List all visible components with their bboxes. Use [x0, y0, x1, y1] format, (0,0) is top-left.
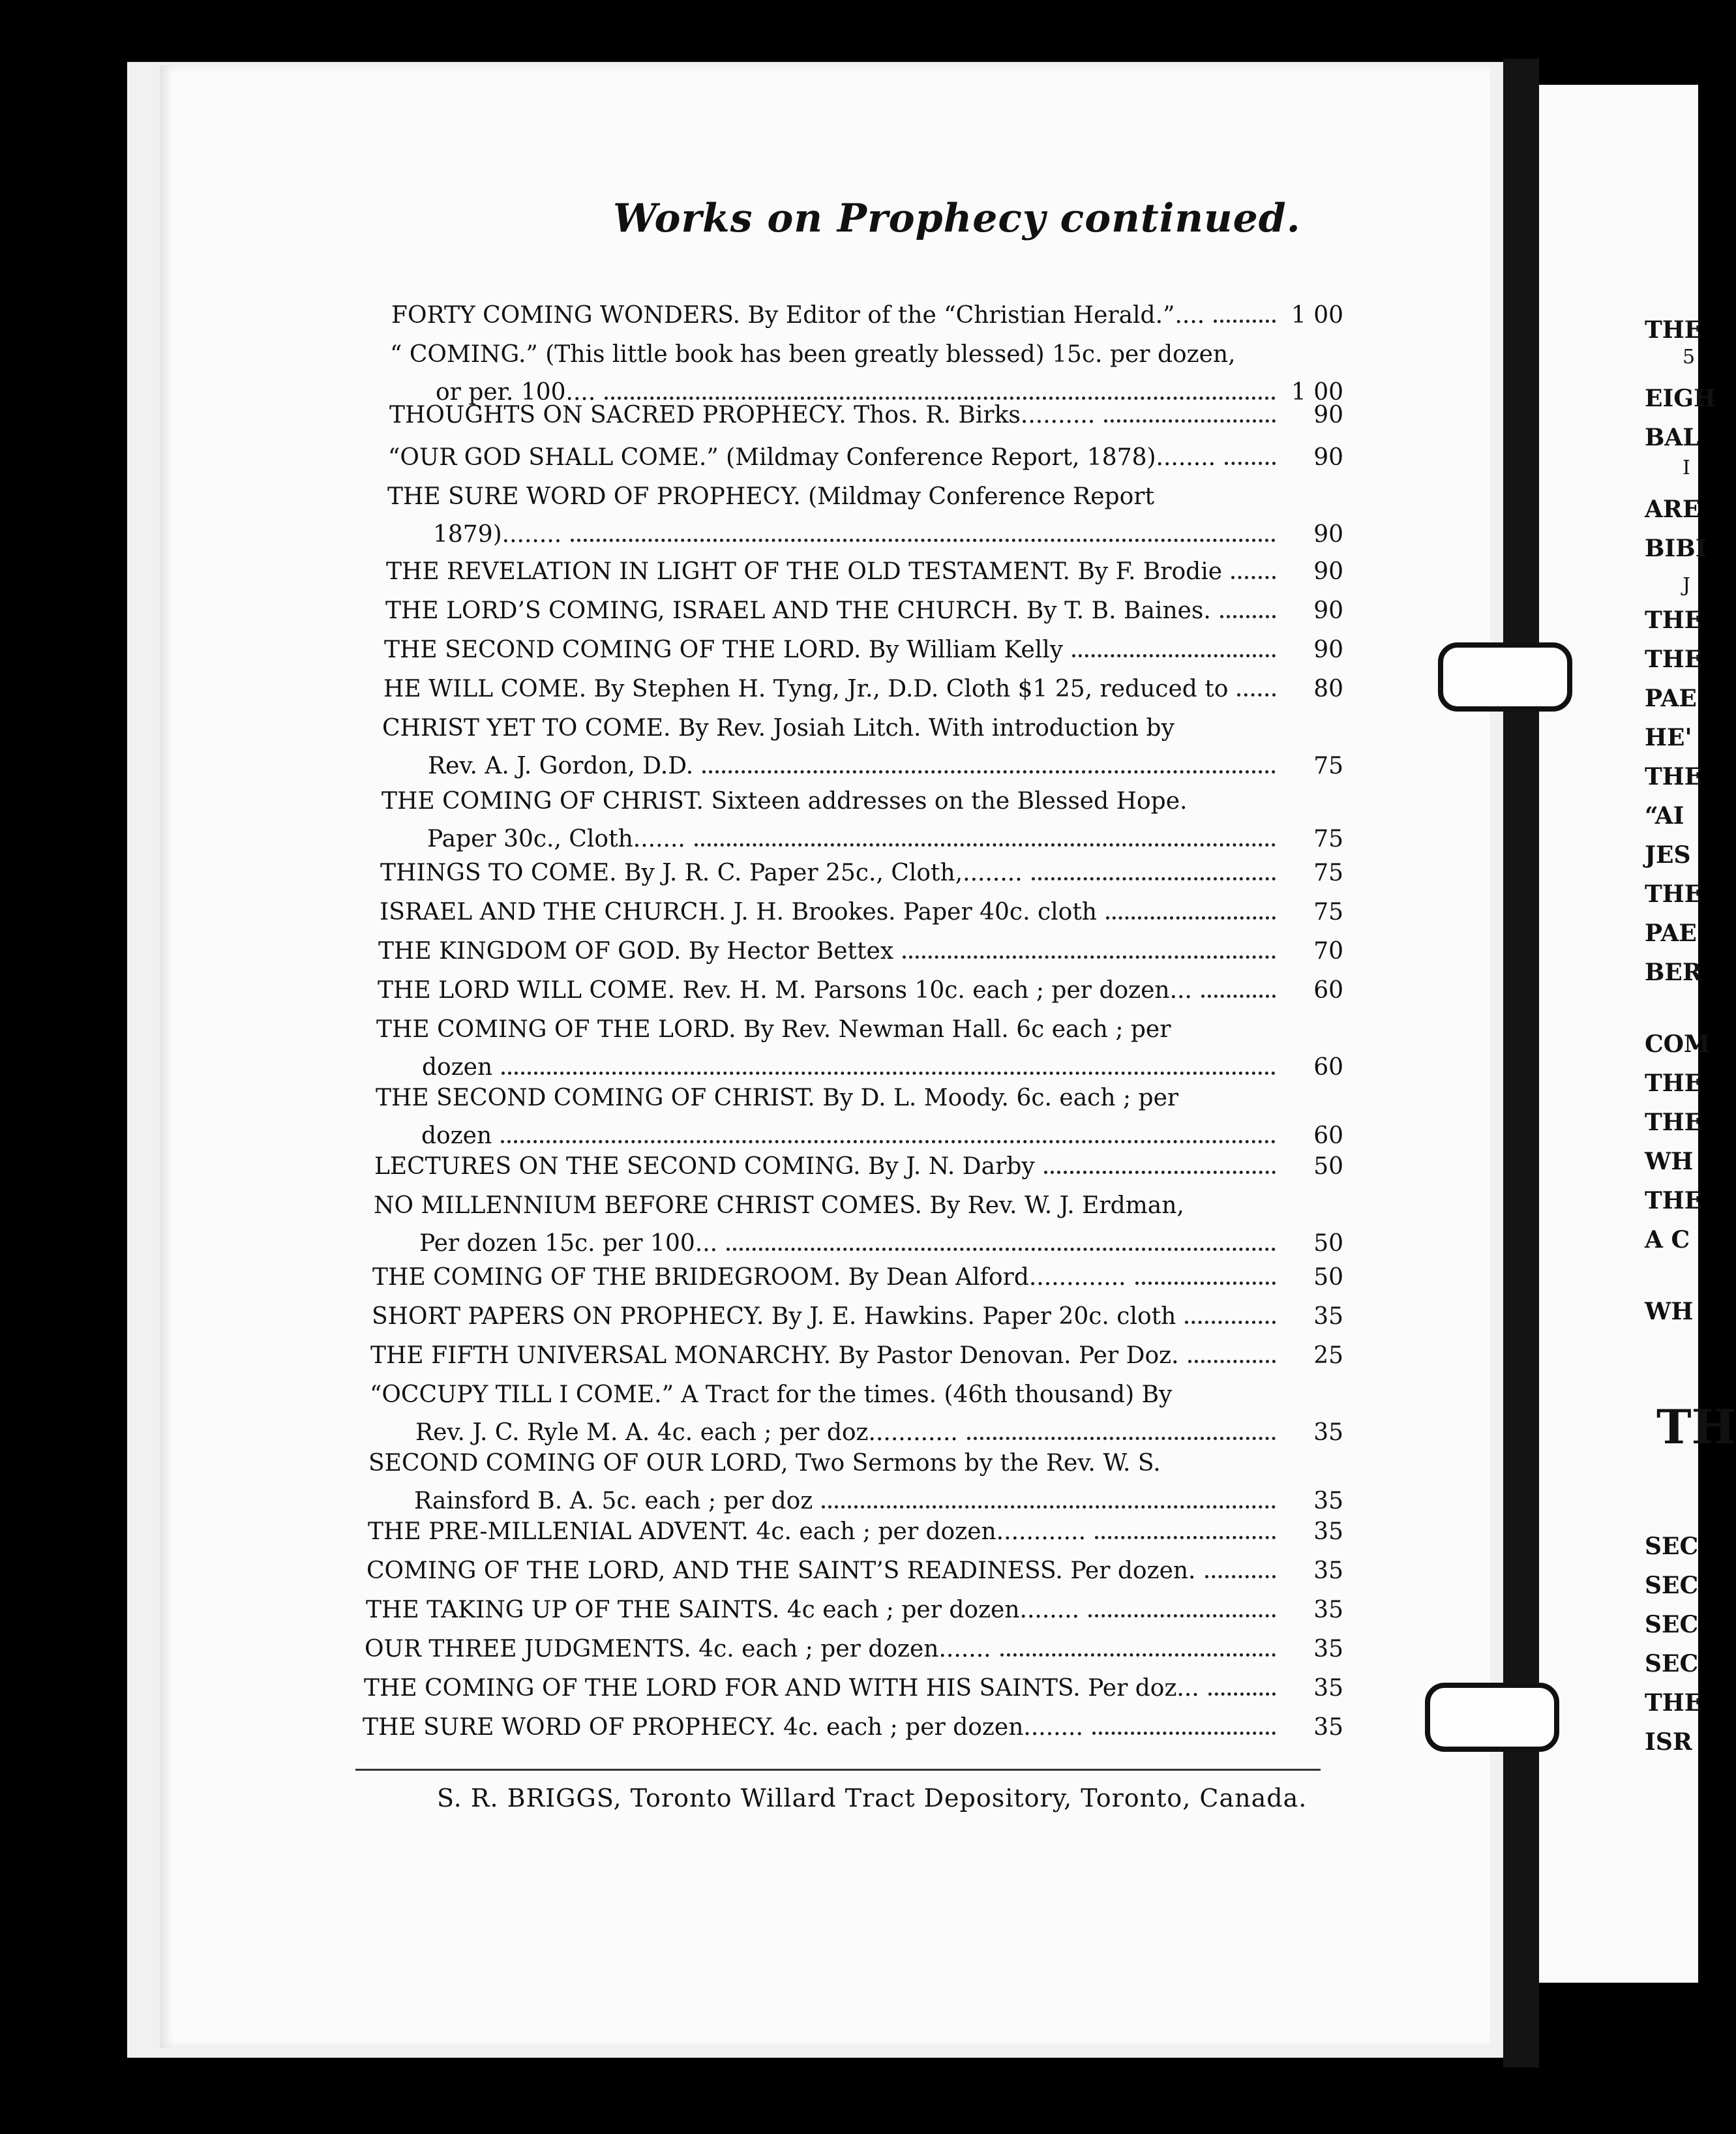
facing-page-fragment: 5 [1683, 346, 1696, 368]
entry-price: 60 [1313, 977, 1343, 1004]
entry-price: 90 [1313, 444, 1343, 471]
facing-page-fragment: THE [1645, 763, 1703, 790]
catalog-entry [370, 1376, 1343, 1452]
entry-title: THE SECOND COMING OF THE LORD. By William Kelly [384, 637, 1064, 663]
facing-page-fragment: I [1683, 457, 1690, 479]
facing-page-fragment: HE' [1645, 724, 1692, 751]
dot-leader [1231, 576, 1276, 579]
entry-title: THE SURE WORD OF PROPHECY. (Mildmay Conference Report [387, 483, 1154, 510]
entry-continuation: Rev. A. J. Gordon, D.D. [428, 753, 694, 779]
facing-page-fragment: SEC [1645, 1611, 1699, 1638]
facing-page-fragment: EIGH [1645, 385, 1716, 412]
entry-price: 35 [1313, 1675, 1343, 1702]
entry-continuation: Paper 30c., Cloth....... [427, 826, 685, 852]
entry-price: 90 [1313, 521, 1343, 548]
entry-title: THOUGHTS ON SACRED PROPHECY. Thos. R. Birks.......... [389, 402, 1096, 428]
facing-page-fragment: ARE [1645, 496, 1701, 523]
dot-leader [726, 1248, 1276, 1251]
dot-leader [1188, 1360, 1276, 1363]
entry-price: 75 [1313, 826, 1343, 852]
entry-title: THE KINGDOM OF GOD. By Hector Bettex [378, 938, 894, 965]
dot-leader [571, 539, 1276, 542]
facing-page-fragment: BIBI [1645, 535, 1707, 562]
entry-price: 50 [1313, 1264, 1343, 1291]
dot-leader [1214, 320, 1276, 323]
entry-price: 35 [1313, 1518, 1343, 1545]
dot-leader [1225, 462, 1276, 465]
entry-continuation: 1879)........ [433, 521, 562, 548]
dot-leader [1208, 1692, 1276, 1696]
catalog-entry [376, 1079, 1343, 1155]
dot-leader [501, 1072, 1276, 1075]
dot-leader [1092, 1732, 1276, 1735]
dot-leader [1205, 1575, 1276, 1578]
entry-title: ISRAEL AND THE CHURCH. J. H. Brookes. Paper 40c. cloth [380, 899, 1097, 925]
catalog-entry [376, 1011, 1343, 1087]
entry-price: 60 [1313, 1122, 1343, 1149]
entry-title: SECOND COMING OF OUR LORD, Two Sermons by the Rev. W. S. [368, 1450, 1161, 1477]
entry-price: 35 [1313, 1557, 1343, 1584]
entry-price: 90 [1313, 597, 1343, 624]
facing-page-fragment: SEC [1645, 1533, 1699, 1560]
entry-continuation: dozen [422, 1054, 493, 1081]
entry-price: 35 [1313, 1488, 1343, 1514]
facing-page-fragment: WH [1645, 1148, 1694, 1175]
page-heading: Works on Prophecy continued. [613, 196, 1301, 241]
entry-title: THE LORD WILL COME. Rev. H. M. Parsons 10c. each ; per dozen... [378, 977, 1192, 1004]
facing-page-fragment: WH [1645, 1298, 1694, 1325]
binding-clip [1425, 1683, 1559, 1752]
entry-title: LECTURES ON THE SECOND COMING. By J. N. Darby [374, 1153, 1035, 1180]
dot-leader [1000, 1653, 1276, 1657]
entry-title: THE PRE-MILLENIAL ADVENT. 4c. each ; per dozen............ [368, 1518, 1086, 1545]
entry-title: THE LORD’S COMING, ISRAEL AND THE CHURCH. By T. B. Baines. [385, 597, 1211, 624]
entry-price: 25 [1313, 1342, 1343, 1369]
facing-page-fragment: THE [1645, 1070, 1703, 1097]
dot-leader [903, 955, 1276, 959]
entry-continuation: or per. 100.... [436, 379, 596, 406]
entry-price: 75 [1313, 753, 1343, 779]
catalog-entry [370, 1337, 1343, 1375]
catalog-entry [387, 478, 1343, 554]
catalog-entry [378, 933, 1343, 970]
entry-title: THE COMING OF THE LORD. By Rev. Newman Hall. 6c each ; per [376, 1016, 1171, 1043]
entry-title: “OCCUPY TILL I COME.” A Tract for the times. (46th thousand) By [370, 1381, 1173, 1408]
entry-title: HE WILL COME. By Stephen H. Tyng, Jr., D.D. Cloth $1 25, reduced to [383, 676, 1229, 702]
entry-price: 90 [1313, 402, 1343, 428]
catalog-entry [367, 1552, 1343, 1590]
entry-title: THE SECOND COMING OF CHRIST. By D. L. Moody. 6c. each ; per [376, 1085, 1179, 1111]
dot-leader [1095, 1536, 1276, 1539]
facing-page-fragment: THE [1645, 1689, 1703, 1717]
dot-leader [967, 1437, 1276, 1440]
entry-price: 75 [1313, 899, 1343, 925]
entry-title: “ COMING.” (This little book has been greatly blessed) 15c. per dozen, [390, 341, 1236, 368]
dot-leader [1237, 693, 1276, 697]
entry-continuation: Rev. J. C. Ryle M. A. 4c. each ; per doz............ [415, 1419, 958, 1446]
facing-page-fragment: THE [1645, 316, 1703, 344]
dot-leader [1185, 1321, 1276, 1324]
catalog-entry [365, 1631, 1343, 1668]
catalog-entry [372, 1259, 1343, 1297]
facing-page-fragment: JES [1645, 841, 1691, 869]
facing-page-fragment: THE [1645, 646, 1703, 673]
entry-title: THE COMING OF CHRIST. Sixteen addresses on the Blessed Hope. [382, 788, 1188, 815]
entry-continuation: dozen [421, 1122, 492, 1149]
facing-page-fragment: PAE [1645, 920, 1697, 947]
dot-leader [501, 1140, 1276, 1143]
footer-rule [355, 1769, 1321, 1771]
facing-page-fragment: PAE [1645, 685, 1697, 712]
facing-page-fragment: J [1683, 574, 1691, 597]
entry-continuation: Rainsford B. A. 5c. each ; per doz [414, 1488, 813, 1514]
dot-leader [1032, 877, 1276, 880]
entry-continuation: Per dozen 15c. per 100... [419, 1230, 718, 1257]
entry-title: THE COMING OF THE BRIDEGROOM. By Dean Alford............. [372, 1264, 1126, 1291]
entry-price: 70 [1313, 938, 1343, 965]
entry-title: THINGS TO COME. By J. R. C. Paper 25c., Cloth,........ [380, 860, 1023, 886]
entry-price: 75 [1313, 860, 1343, 886]
catalog-entry [363, 1709, 1343, 1747]
catalog-entry [385, 592, 1343, 630]
catalog-entry [391, 297, 1343, 335]
dot-leader [1135, 1282, 1276, 1285]
catalog-entry [364, 1670, 1343, 1707]
entry-price: 1 00 [1291, 379, 1343, 406]
facing-page-fragment: “AI [1645, 802, 1684, 830]
facing-page-fragment: ISR [1645, 1728, 1692, 1756]
catalog-entry [366, 1591, 1343, 1629]
catalog-entry [383, 670, 1343, 708]
entry-price: 90 [1313, 637, 1343, 663]
entry-title: COMING OF THE LORD, AND THE SAINT’S READINESS. Per dozen. [367, 1557, 1196, 1584]
facing-page-fragment: THE [1645, 880, 1703, 908]
dot-leader [1104, 419, 1276, 423]
binding-clip [1438, 642, 1572, 712]
dot-leader [702, 770, 1276, 774]
dot-leader [822, 1505, 1276, 1509]
dot-leader [1088, 1614, 1276, 1617]
entry-price: 60 [1313, 1054, 1343, 1081]
facing-page-heading: TH [1656, 1399, 1736, 1454]
catalog-entry [384, 631, 1343, 669]
publisher-footer: S. R. BRIGGS, Toronto Willard Tract Depository, Toronto, Canada. [437, 1784, 1308, 1812]
dot-leader [695, 843, 1276, 847]
entry-price: 50 [1313, 1153, 1343, 1180]
facing-page-fragment: THE [1645, 1187, 1703, 1214]
facing-page-fragment: THE [1645, 1109, 1703, 1136]
dot-leader [1044, 1171, 1276, 1174]
book-spine [1503, 59, 1539, 2067]
facing-page-fragment: A C [1645, 1226, 1690, 1254]
catalog-entry [380, 854, 1343, 892]
entry-price: 35 [1313, 1419, 1343, 1446]
entry-price: 35 [1313, 1636, 1343, 1662]
entry-title: THE SURE WORD OF PROPHECY. 4c. each ; per dozen........ [363, 1714, 1083, 1741]
dot-leader [1201, 995, 1276, 998]
entry-price: 80 [1313, 676, 1343, 702]
entry-title: FORTY COMING WONDERS. By Editor of the “Christian Herald.”.... [391, 302, 1205, 329]
entry-price: 1 00 [1291, 302, 1343, 329]
entry-title: CHRIST YET TO COME. By Rev. Josiah Litch. With introduction by [382, 715, 1175, 742]
catalog-entry [372, 1298, 1343, 1336]
entry-title: “OUR GOD SHALL COME.” (Mildmay Conference Report, 1878)........ [388, 444, 1216, 471]
catalog-entry [389, 397, 1343, 434]
entry-price: 50 [1313, 1230, 1343, 1257]
facing-page-fragment: COM [1645, 1030, 1710, 1058]
entry-title: THE TAKING UP OF THE SAINTS. 4c each ; per dozen........ [366, 1597, 1080, 1623]
facing-page-fragment: THE [1645, 607, 1703, 634]
facing-page-fragment: SEC [1645, 1650, 1699, 1677]
entry-title: SHORT PAPERS ON PROPHECY. By J. E. Hawkins. Paper 20c. cloth [372, 1303, 1176, 1330]
dot-leader [1072, 654, 1276, 657]
entry-title: NO MILLENNIUM BEFORE CHRIST COMES. By Rev. W. J. Erdman, [374, 1192, 1184, 1219]
catalog-entry [368, 1513, 1343, 1551]
entry-price: 35 [1313, 1714, 1343, 1741]
facing-page-fragment: BER [1645, 959, 1702, 986]
catalog-entry [380, 894, 1343, 931]
catalog-entry [382, 710, 1343, 785]
catalog-entry [374, 1148, 1343, 1186]
entry-title: THE COMING OF THE LORD FOR AND WITH HIS SAINTS. Per doz... [364, 1675, 1199, 1702]
facing-page-fragment: BAL [1645, 424, 1699, 451]
entry-price: 90 [1313, 558, 1343, 585]
catalog-entry [386, 553, 1343, 591]
catalog-entry [378, 972, 1343, 1010]
entry-price: 35 [1313, 1303, 1343, 1330]
catalog-entry [368, 1445, 1343, 1520]
catalog-entry [382, 783, 1343, 858]
entry-title: THE REVELATION IN LIGHT OF THE OLD TESTAMENT. By F. Brodie [386, 558, 1223, 585]
catalog-entry [374, 1187, 1343, 1263]
facing-page-fragment: SEC [1645, 1572, 1699, 1599]
dot-leader [1220, 615, 1276, 618]
entry-title: THE FIFTH UNIVERSAL MONARCHY. By Pastor Denovan. Per Doz. [370, 1342, 1179, 1369]
dot-leader [1106, 916, 1276, 920]
entry-title: OUR THREE JUDGMENTS. 4c. each ; per dozen....... [365, 1636, 991, 1662]
catalog-entry [388, 439, 1343, 477]
entry-price: 35 [1313, 1597, 1343, 1623]
